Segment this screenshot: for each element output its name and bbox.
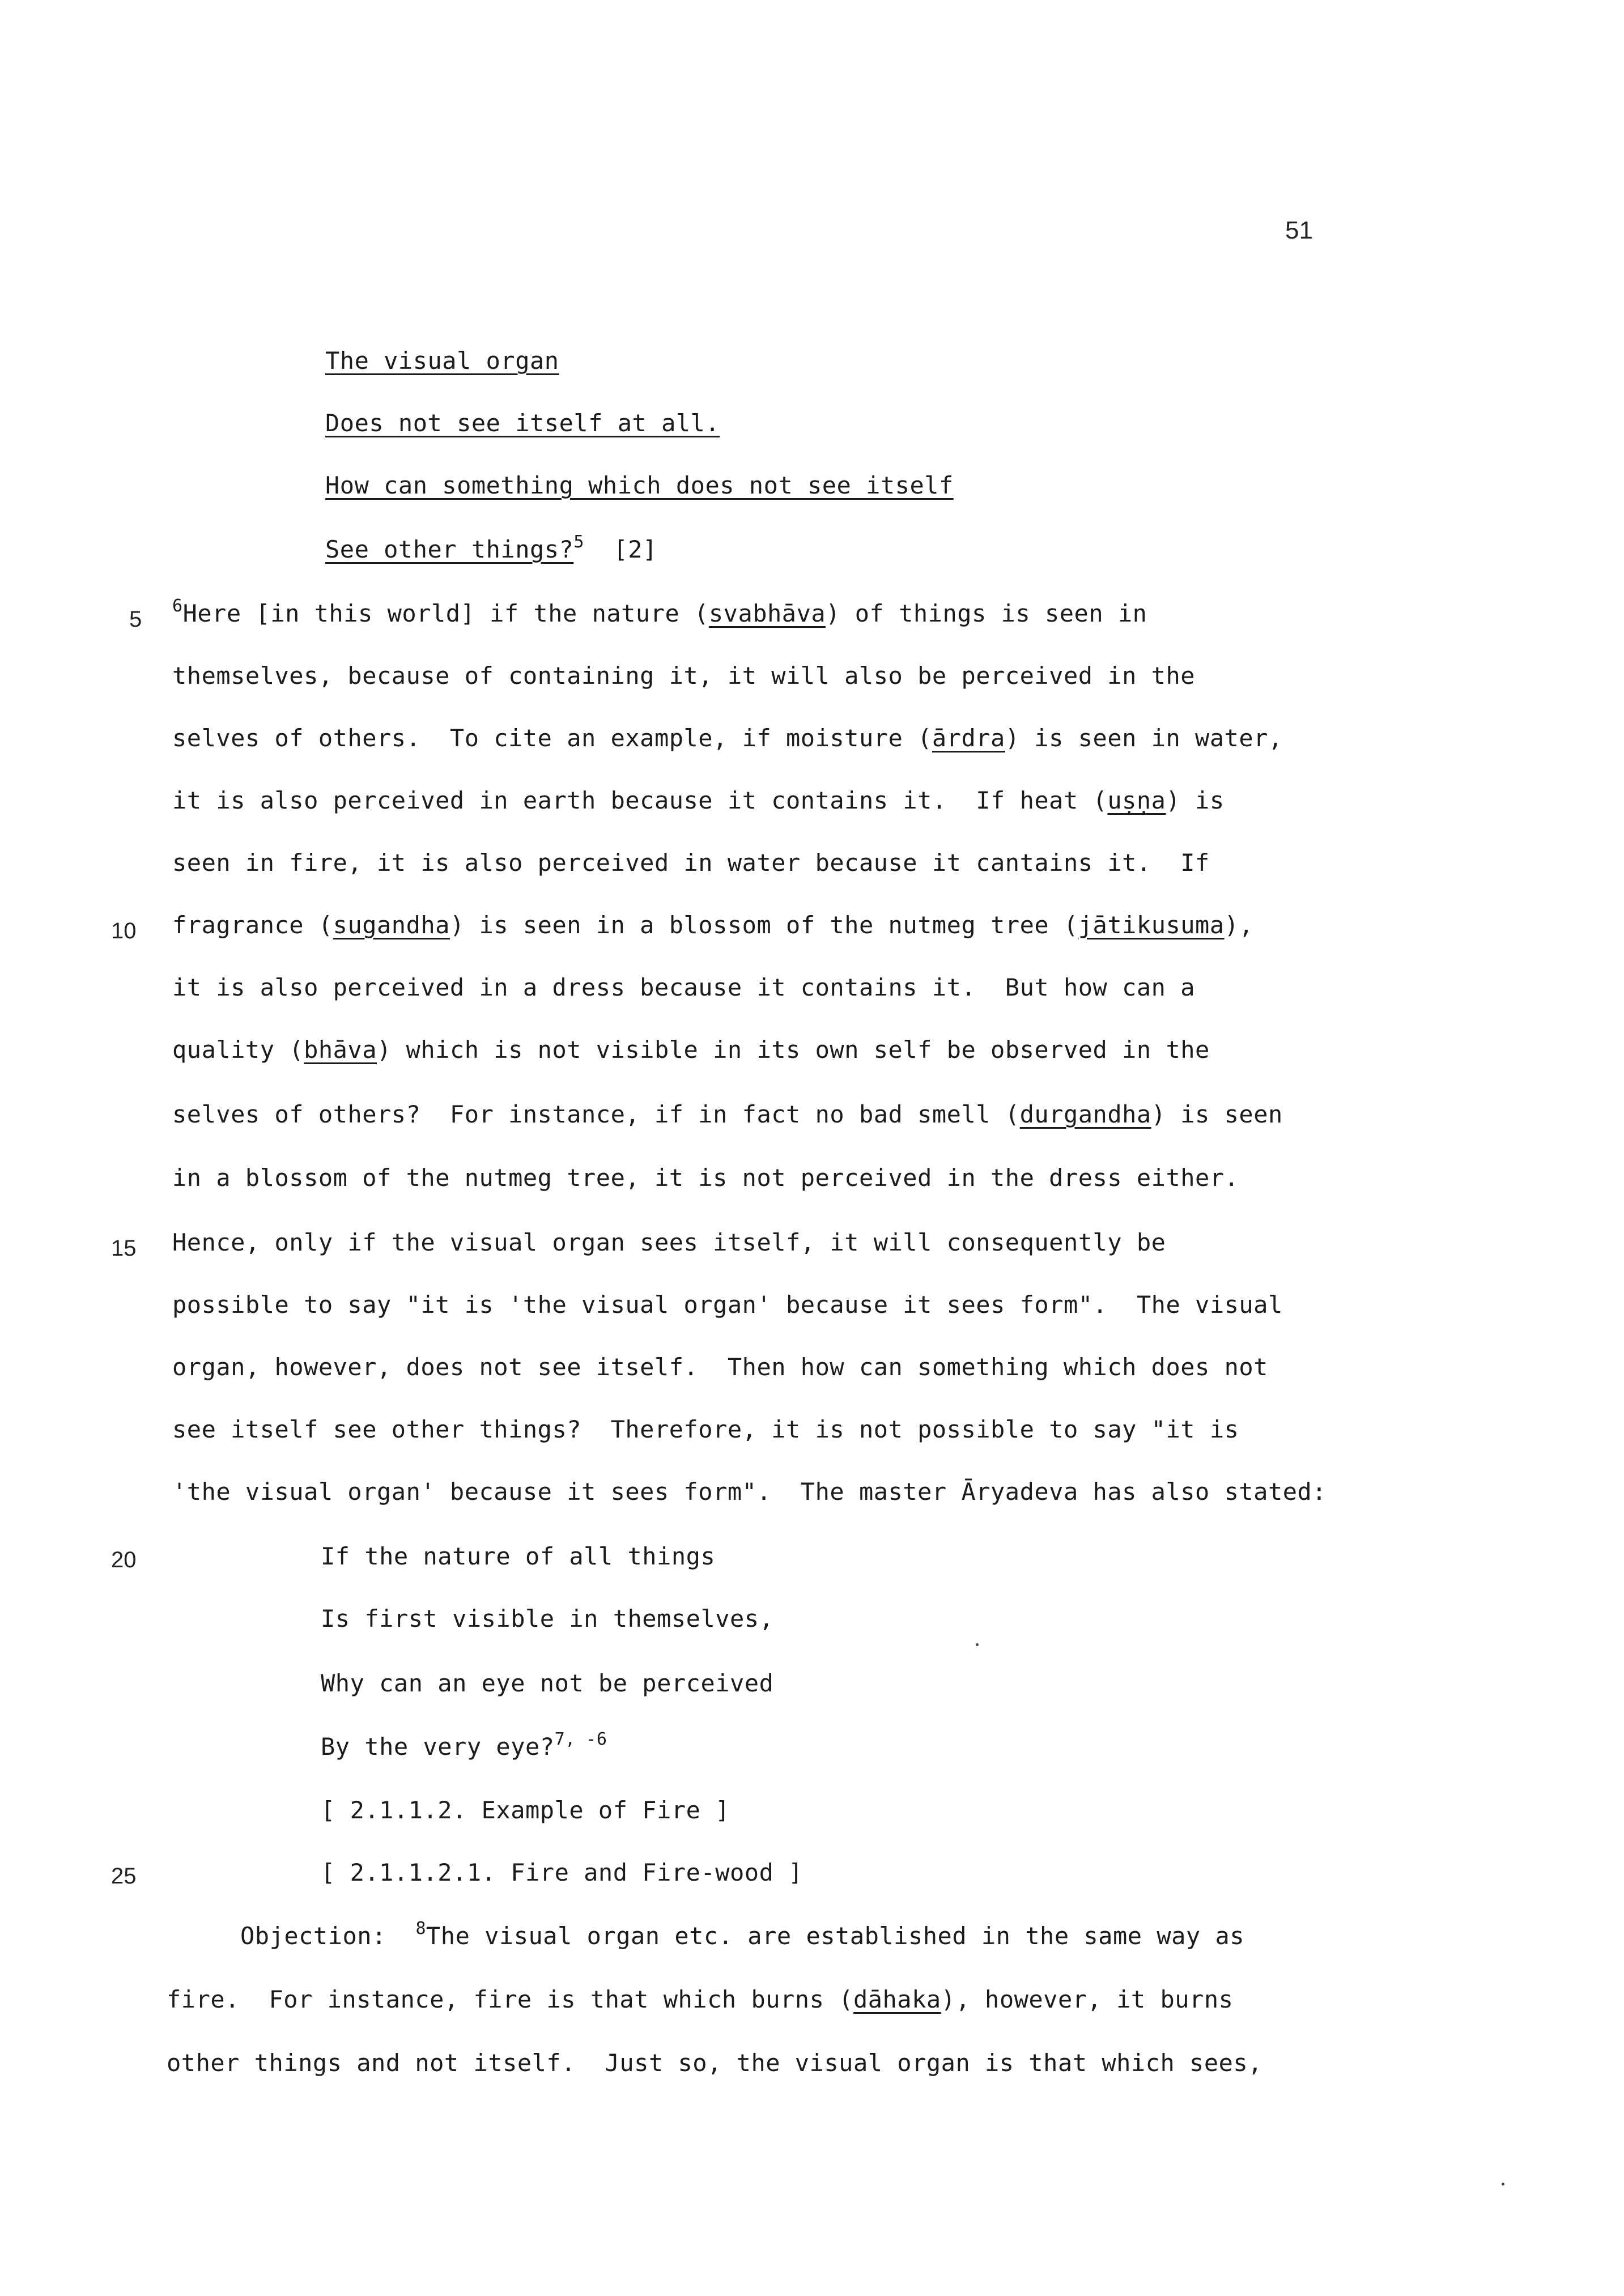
paragraph-line: selves of others? For instance, if in fact no bad smell (durgandha) is seen xyxy=(172,1100,1283,1128)
sanskrit-term: jātikusuma xyxy=(1078,911,1225,939)
paragraph-line: Objection: $^8$The visual organ etc. are established in the same way as xyxy=(240,1919,1245,1950)
footnote-marker: 6 xyxy=(172,596,183,616)
line-number: 10 xyxy=(111,919,137,943)
paragraph-line: themselves, because of containing it, it will also be perceived in the xyxy=(172,662,1196,690)
paragraph-line: it is also perceived in earth because it contains it. If heat (uṣṇa) is xyxy=(172,786,1225,814)
paragraph-line: it is also perceived in a dress because it contains it. But how can a xyxy=(172,973,1196,1001)
paragraph-line: in a blossom of the nutmeg tree, it is not perceived in the dress either. xyxy=(172,1164,1239,1192)
paragraph-line: organ, however, does not see itself. Then how can something which does not xyxy=(172,1353,1268,1381)
page-number: 51 xyxy=(1285,216,1313,244)
line-number: 15 xyxy=(111,1236,137,1261)
paragraph-line: 'the visual organ' because it sees form". The master Āryadeva has also stated: xyxy=(172,1478,1327,1506)
sanskrit-term: durgandha xyxy=(1019,1100,1151,1128)
paragraph-line: fire. For instance, fire is that which burns (dāhaka), however, it burns xyxy=(167,1985,1234,2013)
paragraph-line: other things and not itself. Just so, the visual organ is that which sees, xyxy=(167,2049,1262,2077)
scan-speck xyxy=(1502,2183,1504,2186)
footnote-marker: 7, -6 xyxy=(554,1729,607,1749)
line-number: 25 xyxy=(111,1864,137,1889)
sanskrit-term: svabhāva xyxy=(708,599,826,627)
sanskrit-term: bhāva xyxy=(304,1036,377,1064)
paragraph-line: seen in fire, it is also perceived in water because it cantains it. If xyxy=(172,849,1210,877)
verse-line-last: By the very eye?$^{7, -6}$ xyxy=(321,1729,607,1761)
section-heading: [ 2.1.1.2. Example of Fire ] xyxy=(321,1796,730,1824)
sanskrit-term: dāhaka xyxy=(853,1985,941,2013)
sanskrit-term: ārdra xyxy=(932,724,1005,752)
paragraph-line: see itself see other things? Therefore, it is not possible to say "it is xyxy=(172,1415,1239,1443)
verse-number: [2] xyxy=(613,535,657,563)
sanskrit-term: sugandha xyxy=(333,911,450,939)
paragraph-line: $^6$Here [in this world] if the nature (svabhāva) of things is seen in xyxy=(172,596,1147,627)
sanskrit-term: uṣṇa xyxy=(1107,786,1166,814)
paragraph-line: Hence, only if the visual organ sees itself, it will consequently be xyxy=(172,1228,1166,1256)
paragraph-line: possible to say "it is 'the visual organ' because it sees form". The visual xyxy=(172,1291,1283,1319)
verse-line: Does not see itself at all. xyxy=(325,409,720,437)
paragraph-line: fragrance (sugandha) is seen in a blossom of the nutmeg tree (jātikusuma), xyxy=(172,911,1254,939)
footnote-marker: 8 xyxy=(415,1919,427,1938)
section-heading: [ 2.1.1.2.1. Fire and Fire-wood ] xyxy=(321,1859,803,1886)
verse-line: If the nature of all things xyxy=(321,1542,716,1570)
verse-line: Is first visible in themselves, xyxy=(321,1605,774,1632)
verse-line: The visual organ xyxy=(325,347,559,375)
scan-speck xyxy=(976,1643,979,1646)
verse-line-last xyxy=(325,532,657,564)
paragraph-line: quality (bhāva) which is not visible in its own self be observed in the xyxy=(172,1036,1210,1064)
paragraph-line: selves of others. To cite an example, if moisture (ārdra) is seen in water, xyxy=(172,724,1283,752)
objection-label: Objection: xyxy=(240,1922,386,1950)
verse-text: See other things? xyxy=(325,535,574,563)
verse-line: Why can an eye not be perceived xyxy=(321,1669,774,1697)
line-number: 5 xyxy=(129,607,142,632)
verse-line: How can something which does not see itself xyxy=(325,471,954,499)
footnote-marker: 5 xyxy=(573,532,584,552)
line-number: 20 xyxy=(111,1547,137,1572)
